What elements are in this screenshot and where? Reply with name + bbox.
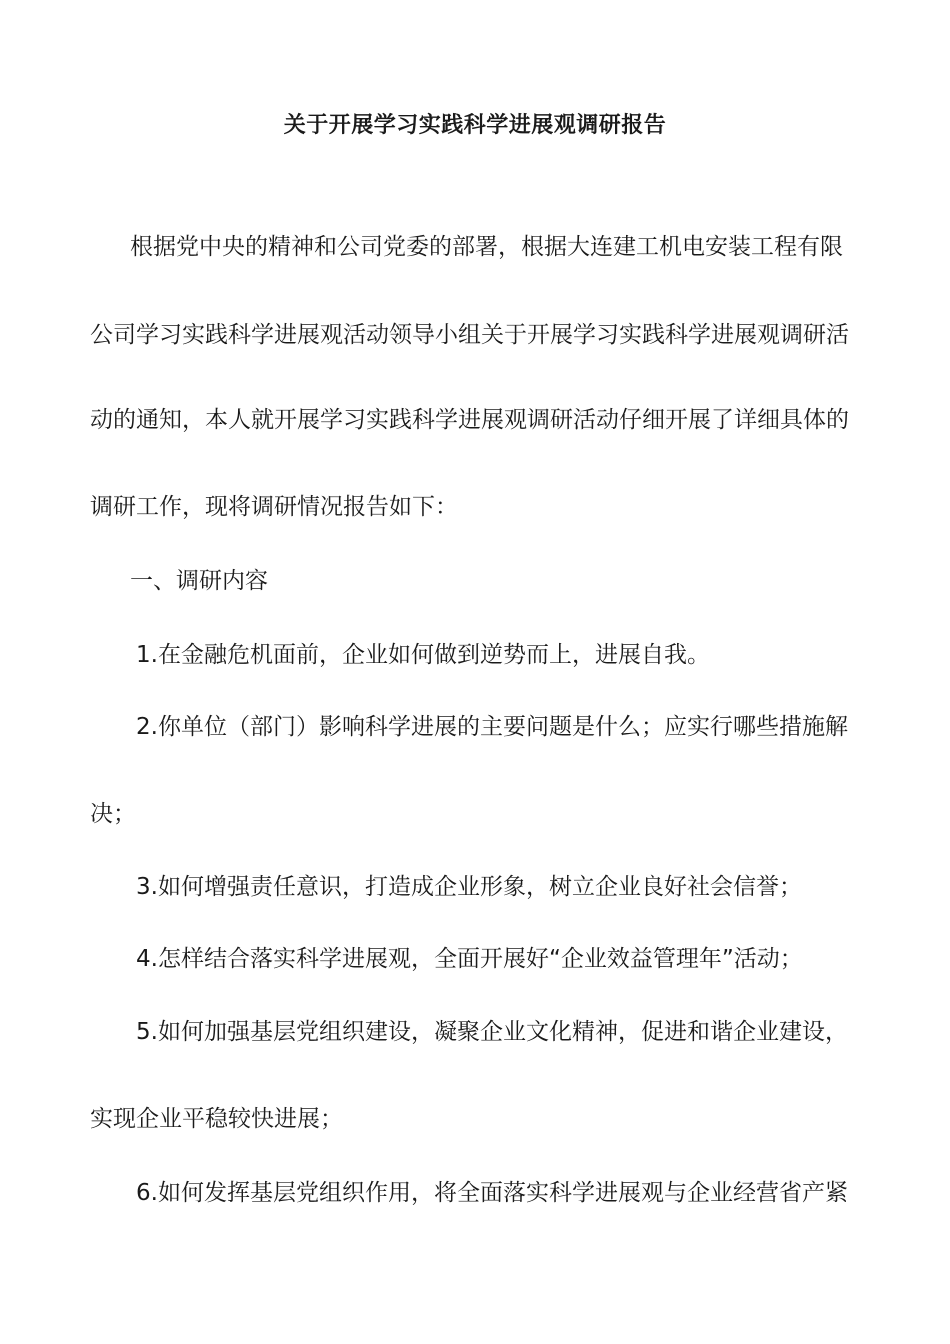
list-item: 3.如何增强责任意识，打造成企业形象，树立企业良好社会信誉； [136,874,802,900]
paragraph-line: 公司学习实践科学进展观活动领导小组关于开展学习实践科学进展观调研活 [90,322,849,348]
document-title: 关于开展学习实践科学进展观调研报告 [283,113,667,138]
paragraph-line: 动的通知，本人就开展学习实践科学进展观调研活动仔细开展了详细具体的 [90,407,849,433]
list-item-continuation: 实现企业平稳较快进展； [90,1106,343,1132]
section-heading: 一、调研内容 [130,568,268,594]
list-item: 2.你单位（部门）影响科学进展的主要问题是什么；应实行哪些措施解 [136,714,848,740]
list-item: 6.如何发挥基层党组织作用，将全面落实科学进展观与企业经营省产紧 [136,1180,848,1206]
paragraph-line: 调研工作，现将调研情况报告如下： [90,494,458,520]
list-item-continuation: 决； [90,801,136,827]
paragraph-line: 根据党中央的精神和公司党委的部署，根据大连建工机电安装工程有限 [130,234,843,260]
list-item: 4.怎样结合落实科学进展观，全面开展好“企业效益管理年”活动； [136,946,803,972]
list-item: 1.在金融危机面前，企业如何做到逆势而上，进展自我。 [136,642,710,668]
list-item: 5.如何加强基层党组织建设，凝聚企业文化精神，促进和谐企业建设， [136,1019,848,1045]
